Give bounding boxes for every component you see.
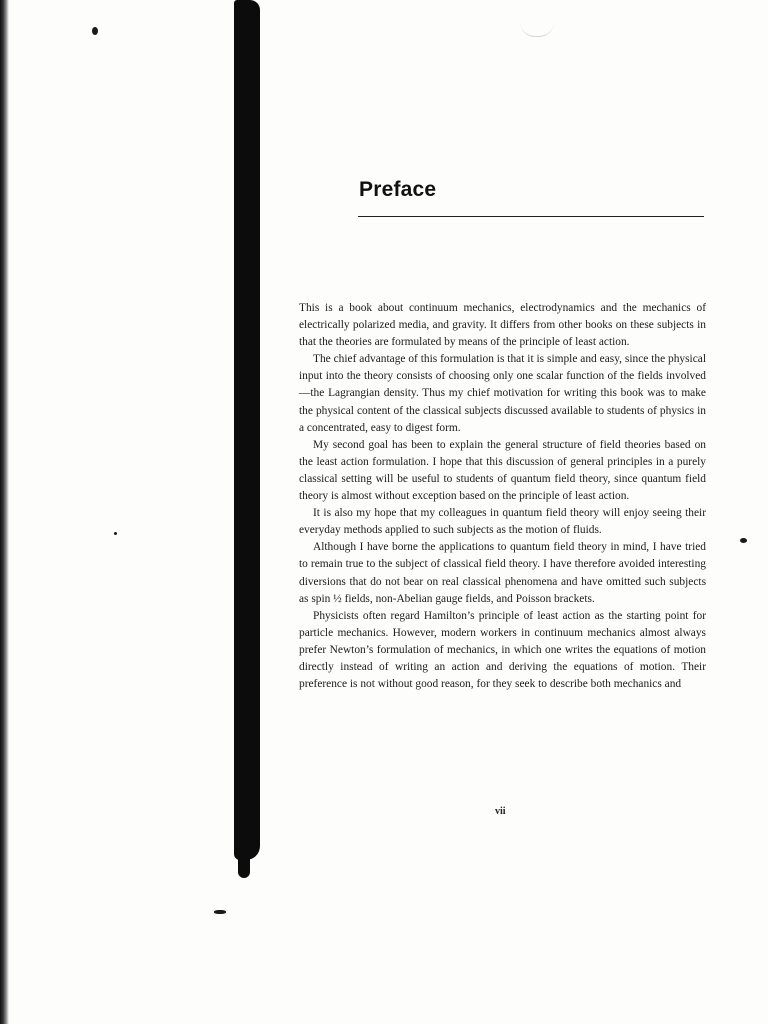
pencil-mark bbox=[520, 22, 554, 37]
preface-body bbox=[299, 300, 706, 693]
title-rule bbox=[358, 216, 704, 217]
paragraph: Physicists often regard Hamilton’s principle of least action as the starting point for particle mechanics. However, modern workers in continuum mechanics almost always prefer Newton’s formulation of mechanics, in which one writes the equations of motion directly instead of writing an action and deriving the equations of motion. Their preference is not without good reason, for they seek to describe both mechanics and bbox=[299, 609, 706, 691]
book-spine-edge bbox=[0, 0, 9, 1024]
page-title: Preface bbox=[359, 178, 437, 201]
gutter-shadow bbox=[234, 0, 260, 860]
scan-speck bbox=[740, 538, 747, 543]
scan-speck bbox=[92, 27, 98, 35]
paragraph: Although I have borne the applications to quantum field theory in mind, I have tried to remain true to the subject of classical field theory. I have therefore avoided interesting diversions that do not bear on real classical phenomena and have omitted such subjects as spin ½ fields, non-Abelian gauge fields, and Poisson brackets. bbox=[299, 541, 706, 605]
paragraph: It is also my hope that my colleagues in quantum field theory will enjoy seeing their everyday methods applied to such subjects as the motion of fluids. bbox=[299, 507, 706, 537]
scan-speck bbox=[114, 532, 117, 535]
page-number: vii bbox=[495, 806, 506, 817]
paragraph: The chief advantage of this formulation is that it is simple and easy, since the physical input into the theory consists of choosing only one scalar function of the fields involved—the Lagrangian density. Thus my chief motivation for writing this book was to make the physical content of the classical subjects discussed available to students of physics in a concentrated, easy to digest form. bbox=[299, 353, 706, 434]
paragraph: My second goal has been to explain the general structure of field theories based on the least action formulation. I hope that this discussion of general principles in a purely classical setting will be useful to students of quantum field theory, since quantum field theory is almost without exception based on the principle of least action. bbox=[299, 438, 706, 503]
scan-speck bbox=[214, 910, 226, 914]
paragraph: This is a book about continuum mechanics, electrodynamics and the mechanics of electrically polarized media, and gravity. It differs from other books on these subjects in that the theories are formulated by means of the principle of least action. bbox=[299, 302, 706, 349]
